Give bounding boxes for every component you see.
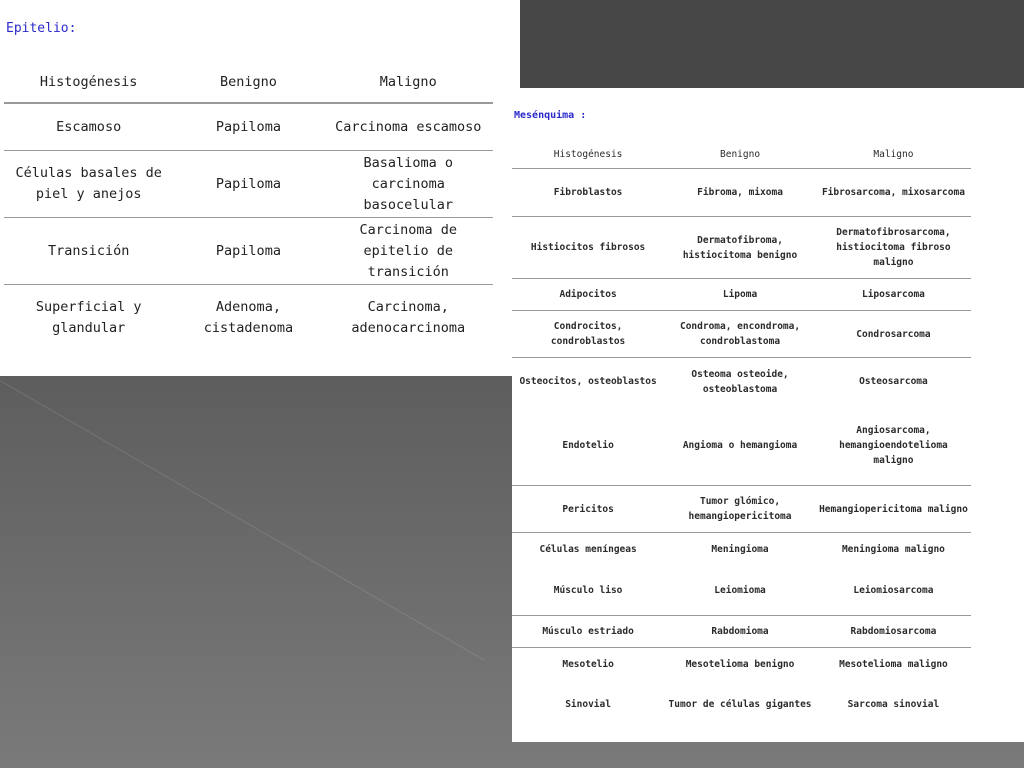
table-cell: Células meníngeas — [539, 544, 637, 556]
table-row — [512, 169, 971, 217]
table-cell: Leiomioma — [664, 567, 816, 616]
table-row — [512, 648, 971, 682]
table-cell: Carcinoma, adenocarcinoma — [351, 299, 466, 336]
mesenquima-table-panel — [512, 88, 1024, 742]
table-cell: Liposarcoma — [816, 279, 971, 311]
table-cell: Superficial y glandular — [35, 299, 142, 336]
table-row — [4, 151, 493, 218]
table-cell: Fibroblastos — [512, 169, 664, 217]
table-row — [4, 218, 493, 285]
table-cell: Rabdomiosarcoma — [816, 616, 971, 648]
table-cell: Papiloma — [173, 151, 323, 218]
table-cell: Endotelio — [512, 406, 664, 486]
table-cell: Fibrosarcoma, mixosarcoma — [816, 169, 971, 217]
table-cell: Meningioma maligno — [841, 544, 945, 556]
table-cell: Tumor glómico, hemangiopericitoma — [664, 486, 816, 533]
table-row — [512, 358, 971, 406]
table-cell: Condroma, encondroma, condroblastoma — [664, 311, 816, 358]
table-cell: Meningioma — [711, 544, 769, 556]
table-cell: Mesotelioma maligno — [839, 659, 948, 671]
table-row — [512, 311, 971, 358]
table-cell: Fibroma, mixoma — [664, 169, 816, 217]
table-row — [512, 279, 971, 311]
table-row — [512, 217, 971, 279]
epitelio-title: Epitelio: — [6, 21, 77, 36]
table-cell: Carcinoma de epitelio de transición — [324, 218, 494, 285]
table-cell: Papiloma — [173, 218, 323, 285]
column-header: Maligno — [816, 140, 971, 169]
table-row — [4, 285, 493, 352]
table-cell: Mesotelioma benigno — [685, 659, 795, 671]
table-cell: Pericitos — [512, 486, 664, 533]
column-header: Benigno — [664, 140, 816, 169]
table-cell: Adipocitos — [512, 279, 664, 311]
table-cell: Lipoma — [664, 279, 816, 311]
table-cell: Músculo liso — [512, 567, 664, 616]
table-row — [512, 616, 971, 648]
table-cell: Osteocitos, osteoblastos — [519, 376, 657, 388]
table-row — [4, 103, 493, 151]
table-cell: Leiomiosarcoma — [816, 567, 971, 616]
table-cell: Osteosarcoma — [859, 376, 928, 388]
table-cell: Mesotelio — [562, 659, 614, 671]
table-cell: Sinovial — [565, 699, 611, 710]
table-cell: Rabdomioma — [664, 616, 816, 648]
table-cell: Sarcoma sinovial — [847, 699, 940, 710]
decorative-line — [0, 380, 485, 661]
table-cell: Hemangiopericitoma maligno — [816, 486, 971, 533]
epitelio-table — [4, 62, 493, 351]
table-cell: Dermatofibroma, histiocitoma benigno — [664, 217, 816, 279]
table-row — [512, 567, 971, 616]
column-header: Benigno — [173, 62, 323, 103]
table-cell: Condrocitos, condroblastos — [512, 311, 664, 358]
table-cell: Adenoma, cistadenoma — [203, 299, 294, 336]
table-cell: Músculo estriado — [512, 616, 664, 648]
table-row — [512, 486, 971, 533]
table-row — [512, 682, 971, 728]
table-cell: Escamoso — [4, 103, 173, 151]
table-row — [512, 406, 971, 486]
column-header: Histogénesis — [512, 140, 664, 169]
table-header-row — [512, 140, 971, 169]
table-cell: Tumor de células gigantes — [668, 699, 812, 710]
table-cell: Angiosarcoma, hemangioendotelioma maligno — [816, 406, 971, 486]
table-cell: Carcinoma escamoso — [324, 103, 494, 151]
epitelio-table-panel — [0, 0, 520, 376]
column-header: Histogénesis — [4, 62, 173, 103]
table-header-row — [4, 62, 493, 103]
table-cell: Basalioma o carcinoma basocelular — [324, 151, 494, 218]
table-cell: Células basales de piel y anejos — [4, 151, 173, 218]
table-cell: Condrosarcoma — [816, 311, 971, 358]
table-cell: Transición — [4, 218, 173, 285]
table-cell: Papiloma — [173, 103, 323, 151]
mesenquima-title: Mesénquima : — [514, 110, 587, 121]
table-cell: Histiocitos fibrosos — [512, 217, 664, 279]
table-cell: Angioma o hemangioma — [664, 406, 816, 486]
table-cell: Dermatofibrosarcoma, histiocitoma fibroso maligno — [816, 217, 971, 279]
column-header: Maligno — [324, 62, 494, 103]
table-row — [512, 533, 971, 567]
table-cell: Osteoma osteoide, osteoblastoma — [691, 368, 789, 395]
mesenquima-table — [512, 140, 971, 728]
